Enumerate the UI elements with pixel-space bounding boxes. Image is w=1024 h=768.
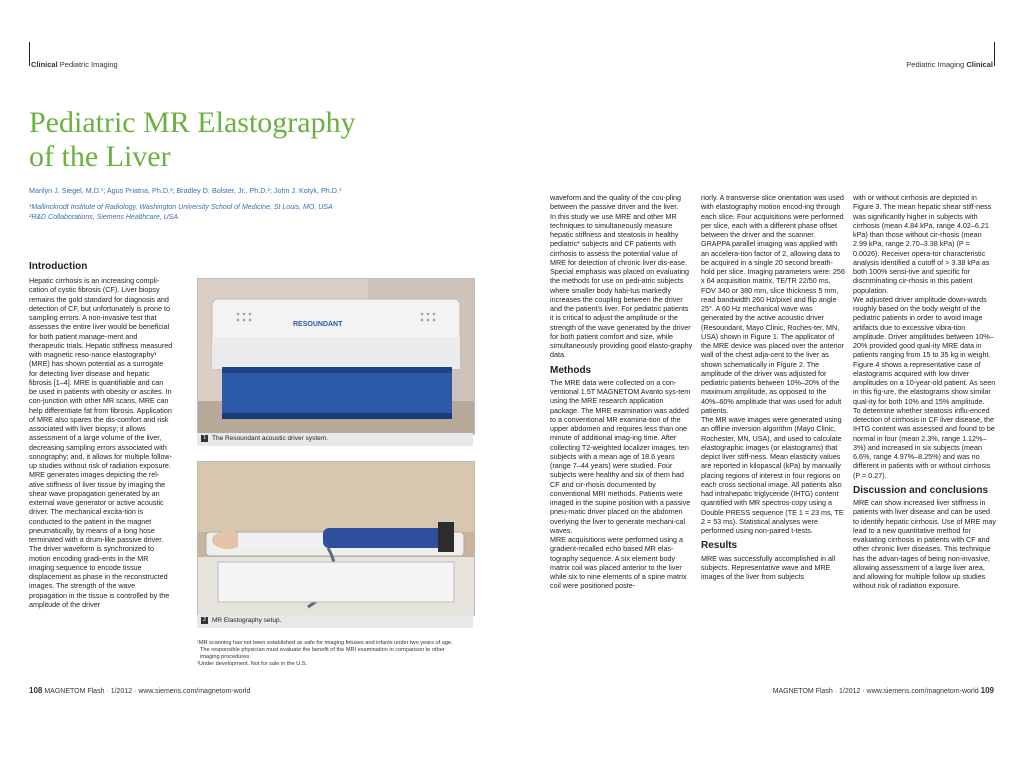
- figure-1-image: [197, 278, 475, 435]
- figure-1-caption: 1 The Resoundant acoustic driver system.: [197, 433, 473, 446]
- column-4: [701, 193, 845, 673]
- col4-paragraph-2: The MR wave images were generated using an offline inversion algorithm (Mayo Clinic, Rochester, MN, USA), and used to calculate elastographic images (or elastograms) that depict liver stiff-ness. Mean elasticity values are reported in kilopascal (kPa) by manually placing regions of interest in four regions on each cross sectional image. All patients also had intrahepatic triglyceride (IHTG) content quantified with MR spectros-copy using a Double PRESS sequence (TE 1 = 23 ms, TE 2 = 53 ms). Statistical analyses were performed using non-paired t-tests.: [701, 415, 844, 535]
- col5-paragraph-2: We adjusted driver amplitude down-wards roughly based on the body weight of the pediatric patients in order to avoid image artifacts due to excessive vibra-tion amplitude. Driver amplitudes between 10%–20% provided good qual-ity MRE data in patients ranging from 15 to 35 kg in weight. Figure 4 shows a representative case of elastograms acquired with low driver amplitudes on a 10-year-old patient. As seen in this fig-ure, the elastograms show similar qual-ity for both 10% and 15% amplitude.: [853, 294, 996, 406]
- mre-paragraph: MRE generates images depicting the rel-ative stiffness of liver tissue by imaging the shear wave propagation generated by an external wave generator or active acoustic driver. The mechanical excita-tion is conducted to the patient in the magnet pneumatically, by means of a long hose terminated with a drum-like passive driver. The driver waveform is synchronized to motion encoding gradi-ents in the MR imaging sequence to encode tissue displacement as phase in the reconstructed images. The strength of the wave propagation in the tissue is controlled by the amplitude of the driver: [29, 470, 170, 609]
- col5-paragraph-3: To determine whether steatosis influ-enced detection of cirrhosis in CF liver disease, the IHTG content was assessed and found to be normal in four (mean 2.3%, range 1.12%–3%) and increased in six subjects (mean 6.6%, range 4.97%–8.25%) and was no different in patients with or without cirrhosis (P = 0.27).: [853, 405, 995, 480]
- author-list: Marilyn J. Siegel, M.D.¹; Agus Priatna, Ph.D.²; Bradley D. Bolster, Jr., Ph.D.²; John J. Kotyk, Ph.D.¹: [29, 186, 342, 195]
- results-paragraph: MRE was successfully accomplished in all subjects. Representative wave and MRE images of the liver from subjects: [701, 553, 836, 581]
- footnotes: ¹MR scanning has not been established as safe for imaging fetuses and infants under two years of age. The responsible physician must evaluate the benefit of the MRI examination in comparison to other imaging procedures. ²Under development. Not for sale in the U.S.: [197, 640, 453, 667]
- discussion-paragraph: MRE can show increased liver stiffness in patients with liver disease and can be used to identify hepatic cirrhosis. Use of MRE may lead to a new quantitative method for evaluating cirrhosis in patients with CF and other chronic liver diseases. This technique has the advan-tages of being non-invasive, allowing assessment of a large liver area, and allowing for multiple follow up studies without risk of radiation exposure.: [853, 498, 996, 591]
- col3-paragraph-1: waveform and the quality of the cou-pling between the passive driver and the liver.: [550, 193, 682, 212]
- figure-2-image: [197, 461, 475, 616]
- left-page-footer: 108 MAGNETOM Flash · 1/2012 · www.siemens.com/magnetom-world: [29, 686, 251, 695]
- right-header-rule: [994, 42, 995, 66]
- col3-paragraph-2: In this study we use MRE and other MR techniques to simultaneously measure hepatic stiffness and steatosis in healthy pediatric* subjects and CF patients with cirrhosis to assess the potential value of MRE for detection of chronic liver dis-ease. Special emphasis was placed on evaluating the methods for use on pedi-atric subjects where smaller body habi-tus markedly increases the coupling between the driver and the patient's liver. For pediatric patients it is critical to adjust the amplitude or the strength of the wave generated by the driver for both patient comfort and size, while simultaneously providing good elasto-graphy data.: [550, 211, 693, 360]
- column-5: [853, 193, 996, 673]
- col4-paragraph-1: riorly. A transverse slice orientation was used with elastography motion encod-ing through each slice. Four acquisitions were performed per slice, each with a different phase offset between the driver and the scanner. GRAPPA parallel imaging was applied with an accelera-tion factor of 2, allowing data to be acquired in a single 20 second breath-hold per slice. Imaging parameters were: 256 x 64 acquisition matrix, TE/TR 22/50 ms, FOV 340 or 380 mm, slice thickness 5 mm, read bandwidth 260 Hz/pixel and flip angle 25°. A 60 Hz mechanical wave was generated by the active acoustic driver (Resoundant, Mayo Clinic, Roches-ter, MN, USA) shown in Figure 1. The applicator of the MRE device was placed over the anterior wall of the chest adja-cent to the liver as shown schematically in Figure 2. The amplitude of the driver was adjusted for pediatric patients between 10%–20% of the maximum amplitude, as opposed to the 40%–60% amplitude that was used for adult patients.: [701, 193, 845, 415]
- col3-paragraph-4: MRE acquisitions were performed using a gradient-recalled echo based MR elas-tography sequence. A six element body matrix coil was placed anterior to the liver while six to nine elements of a spine matrix coil were positioned poste-: [550, 535, 687, 591]
- column-3: [550, 193, 693, 673]
- left-running-header: Clinical Pediatric Imaging: [31, 60, 118, 69]
- heading-methods: Methods: [550, 364, 592, 376]
- right-running-header: Pediatric Imaging Clinical: [906, 60, 993, 69]
- device-brand-label: RESOUNDANT: [293, 321, 343, 328]
- heading-introduction: Introduction: [29, 261, 88, 272]
- article-title: Pediatric MR Elastography of the Liver: [29, 106, 356, 173]
- left-header-rule: [29, 42, 30, 66]
- column-1: [29, 276, 173, 672]
- affiliations: ¹Mallinckrodt Institute of Radiology, Washington University School of Medicine, St Louis, MO, USA ²R&D Collaborations, Siemens Healthcare, USA: [29, 204, 333, 221]
- mre-setup-illustration: [198, 462, 474, 615]
- col5-paragraph-1: with or without cirrhosis are depicted in Figure 3. The mean hepatic shear stiff-ness was significantly higher in subjects with cirrhosis (mean 4.84 kPa, range 4.02–6.21 kPa) than those without cir-rhosis (mean 2.99 kPa, range 2.70–3.38 kPa) (P = 0.0026). Receiver opera-tor characteristic analysis identified a cutoff of > 3.38 kPa as both 100% sensi-tive and specific for discriminating cir-rhosis in this patient population.: [853, 193, 992, 295]
- resoundant-driver-illustration: [198, 279, 474, 434]
- methods-paragraph: The MRE data were collected on a con-ventional 1.5T MAGNETOM Avanto sys-tem using the MRE research application package. The MRE examination was added to a conventional MR examina-tion of the upper abdomen and requires less than one minute of additional imag-ing time. After collecting T2-weighted localizer images, ten subjects with a mean age of 18.6 years (range 7–44 years) were studied. Four subjects were healthy and six of them had CF and cir-rhosis documented by conventional MRI methods. Patients were imaged in the supine position with a passive pneu-matic driver placed on the abdomen overlying the liver to generate mechani-cal waves.: [550, 377, 691, 535]
- figure-2-caption: 2 MR Elastography setup.: [197, 615, 473, 628]
- right-page-footer: MAGNETOM Flash · 1/2012 · www.siemens.com/magnetom-world 109: [772, 686, 994, 695]
- heading-results: Results: [701, 540, 738, 552]
- heading-discussion: Discussion and conclusions: [853, 484, 989, 496]
- intro-paragraph: Hepatic cirrhosis is an increasing compli-cation of cystic fibrosis (CF). Liver biopsy remains the gold standard for diagnosis and detection of CF, but unfortunately is prone to sampling errors. A non-invasive test that assesses the entire liver would be beneficial for both patient manage-ment and therapeutic trials. Hepatic stiffness measured with magnetic reso-nance elastography¹ (MRE) has shown potential as a surrogate for detecting liver disease and hepatic fibrosis [1–4]. MRE is quantifiable and can be used in patients with obesity or ascites. In con-junction with other MR scans, MRE can help differentiate fat from fibrosis. Application of MRE also spares the dis-comfort and risk associated with liver biopsy; it allows assessment of a large volume of the liver, decreasing sampling errors associated with sonography; and, it allows for multiple follow-up studies without risk of radiation exposure.: [29, 276, 173, 470]
